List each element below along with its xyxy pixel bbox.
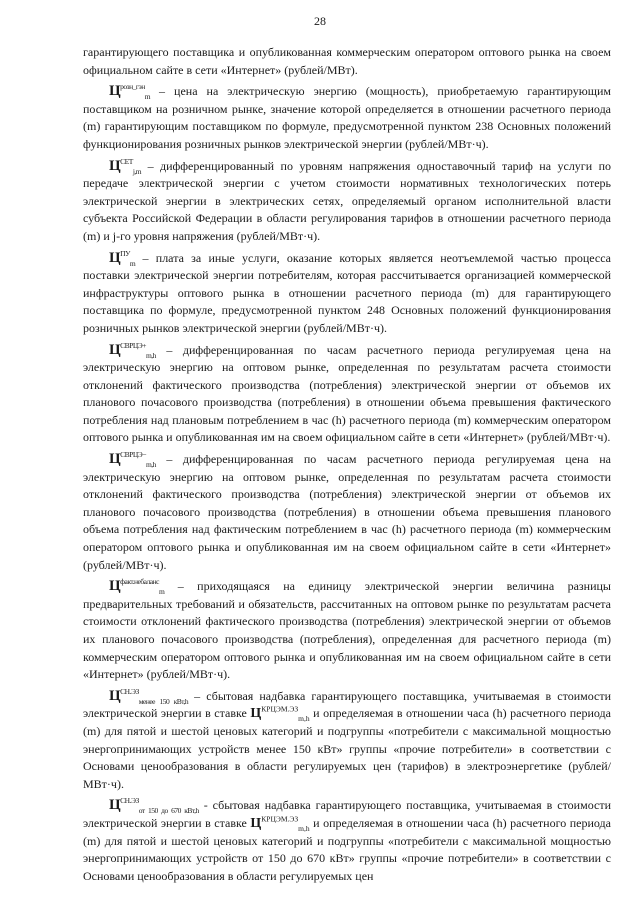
formula-symbol: $Ц^{СЕТ}_{j,m}$ — [109, 156, 142, 176]
document-body — [83, 44, 611, 885]
definition-text: – дифференцированный по уровням напряжения одноставочный тариф на услуги по передаче электрической энергии с учетом стоимости нормативных технологических потерь электрической энергии в электрических сетях, определяемый органом исполнительной власти субъекта Российской Федерации в области регулирования тарифов в отношении расчетного периода (m) и j-го уровня напряжения (рублей/МВт·ч). — [83, 158, 611, 243]
definition-markup-150-670 — [83, 797, 611, 885]
definition-text: – цена на электрическую энергию (мощность), приобретаемую гарантирующим поставщиком на розничном рынке, значение которой определяется в отношении расчетного периода (m) гарантирующим поставщиком по формуле, предусмотренной пунктом 238 Основных положений функционирования розничных рынков электрической энергии (рублей/МВт·ч). — [83, 84, 611, 151]
formula-symbol: $Ц^{СВРЦЭ-}_{m,h}$ — [109, 450, 156, 470]
definition-text: – дифференцированная по часам расчетного периода регулируемая цена на электрическую энергию на оптовом рынке, определенная по результатам расчета стоимости отклонений фактического производства (потребления) электрической энергии от объемов их планового почасового производства (потребления) в отношении объема превышения планового объема потребления над фактическим потреблением в час (h) расчетного периода (m) коммерческим оператором оптового рынка и опубликованная им на своем официальном сайте в сети «Интернет» (рублей/МВт·ч). — [83, 452, 611, 572]
definition-text: и определяемая в отношении часа (h) расчетного периода (m) для пятой и шестой ценовых категорий и подгруппы «потребители с максимальной мощностью энергопринимающих устройств менее 150 кВт» группы «прочие потребители» в соответствии с Основами ценообразования в области регулируемых цен (тарифов) в электроэнергетике (рублей/МВт·ч). — [83, 706, 611, 791]
definition-text: – сбытовая надбавка гарантирующего поставщика, учитываемая в стоимости электрической энергии в ставке — [83, 688, 611, 721]
definition-retail-price — [83, 83, 611, 153]
formula-symbol: $Ц^{СВРЦЭ+}_{m,h}$ — [109, 340, 156, 360]
definition-svrtse-plus — [83, 342, 611, 448]
formula-symbol: $Ц^{СН.ЭЗ}_{менее 150 кВт,h}$ — [109, 686, 189, 706]
definition-network-tariff — [83, 158, 611, 246]
page-number: 28 — [314, 14, 326, 28]
formula-symbol: $Ц^{СН.ЭЗ}_{от 150 до 670 кВт,h}$ — [109, 796, 199, 816]
formula-symbol: $Ц^{розн\_гэн}_m$ — [109, 82, 151, 102]
definition-svrtse-minus — [83, 451, 611, 574]
formula-symbol-inline: $Ц^{КРЦЭМ.ЭЗ}_{m,h}$ — [250, 814, 310, 833]
definition-markup-under-150 — [83, 688, 611, 794]
definition-text: – приходящаяся на единицу электрической энергии величина разницы предварительных требований и обязательств, рассчитанных на оптовом рынке по результатам расчета стоимости отклонений фактического производства (потребления) электрической энергии от объемов их планового почасового производства (потребления), определенная для расчетного периода (m) коммерческим оператором оптового рынка и опубликованная им на своем официальном сайте в сети «Интернет» (рублей/МВт·ч). — [83, 579, 611, 682]
definition-other-services — [83, 250, 611, 338]
definition-text: - сбытовая надбавка гарантирующего поставщика, учитываемая в стоимости электрической энергии в ставке — [83, 798, 611, 830]
formula-symbol: $Ц^{факт.небаланс}_m$ — [109, 577, 165, 597]
definition-fact-imbalance — [83, 578, 611, 684]
formula-symbol: $Ц^{ПУ}_m$ — [109, 248, 136, 268]
formula-symbol-inline: $Ц^{КРЦЭМ.ЭЗ}_{m,h}$ — [250, 704, 310, 724]
paragraph-continuation: гарантирующего поставщика и опубликованная коммерческим оператором оптового рынка на своем официальном сайте в сети «Интернет» (рублей/МВт). — [83, 45, 611, 77]
definition-text: и определяемая в отношении часа (h) расчетного периода (m) для пятой и шестой ценовых категорий и подгруппы «потребители с максимальной мощностью энергопринимающих устройств от 150 до 670 кВт» группы «прочие потребители» в соответствии с Основами ценообразования в области регулируемых цен — [83, 815, 611, 883]
definition-text: – плата за иные услуги, оказание которых является неотъемлемой частью процесса поставки электрической энергии потребителям, которая рассчитывается организацией коммерческой инфраструктуры оптового рынка в отношении расчетного периода (m) для гарантирующего поставщика по формуле, предусмотренной пунктом 248 Основных положений функционирования розничных рынков электрической энергии (рублей/МВт·ч). — [83, 250, 611, 335]
definition-text: – дифференцированная по часам расчетного периода регулируемая цена на электрическую энергию на оптовом рынке, определенная по результатам расчета стоимости отклонений фактического производства (потребления) электрической энергии от объемов их планового почасового производства (потребления) в отношении объема превышения фактического потребления над плановым потреблением в час (h) расчетного периода (m) коммерческим оператором оптового рынка и опубликованная им на своем официальном сайте в сети «Интернет» (рублей/МВт·ч). — [83, 342, 611, 445]
